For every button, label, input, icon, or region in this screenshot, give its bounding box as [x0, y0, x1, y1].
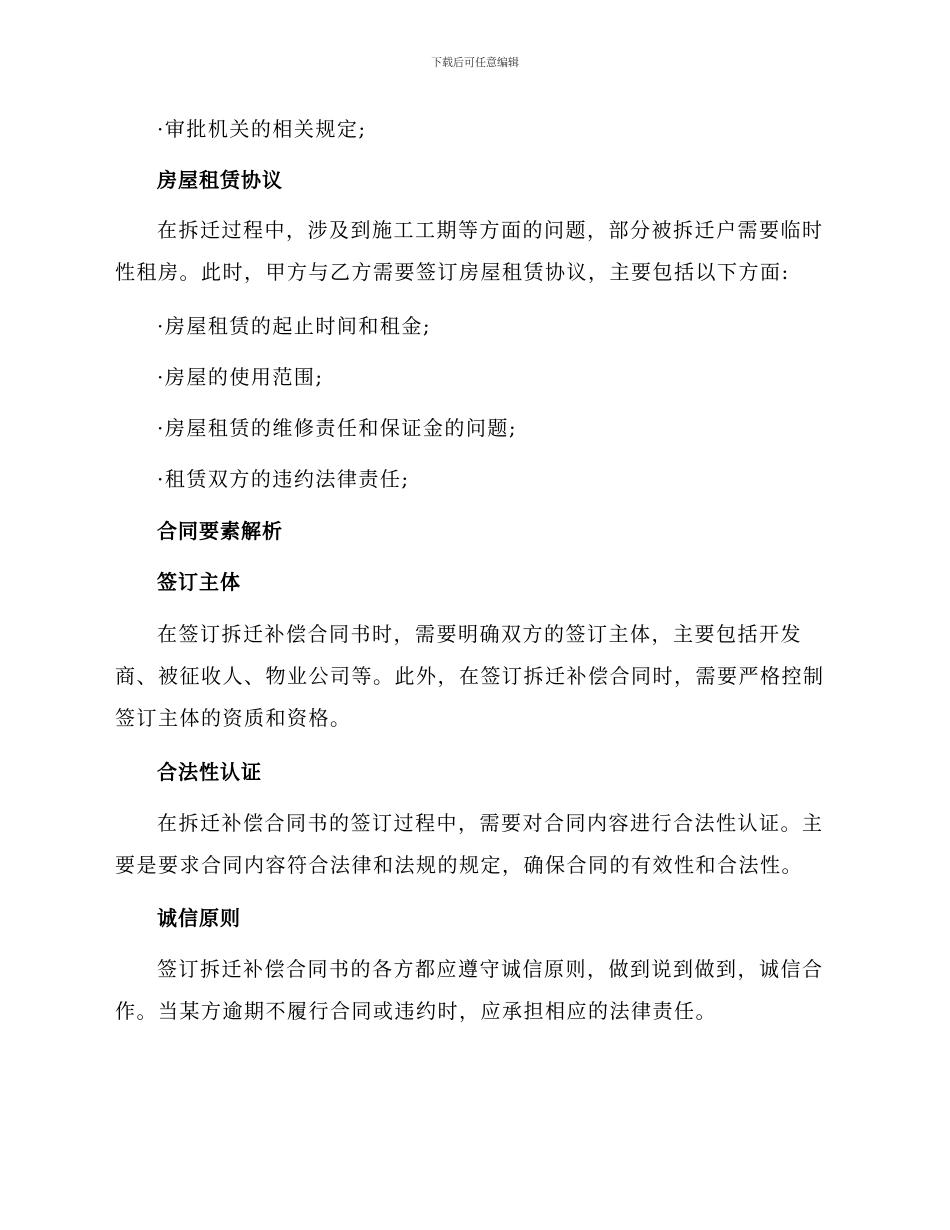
- paragraph: 在拆迁过程中，涉及到施工工期等方面的问题，部分被拆迁户需要临时性租房。此时，甲方与乙方需要签订房屋租赁协议，主要包括以下方面:: [115, 218, 824, 284]
- bullet-item: ·房屋租赁的维修责任和保证金的问题;: [157, 416, 518, 440]
- section-heading: 合同要素解析: [157, 519, 283, 543]
- bullet-item: ·租赁双方的违约法律责任;: [157, 467, 410, 491]
- bullet-item: ·房屋租赁的起止时间和租金;: [157, 314, 432, 338]
- bullet-item: ·房屋的使用范围;: [157, 365, 324, 389]
- paragraph: 签订拆迁补偿合同书的各方都应遵守诚信原则，做到说到做到，诚信合作。当某方逾期不履行合同或违约时，应承担相应的法律责任。: [115, 957, 824, 1023]
- section-heading: 合法性认证: [157, 760, 262, 784]
- bullet-item: ·审批机关的相关规定;: [157, 117, 367, 141]
- section-heading: 诚信原则: [157, 906, 241, 930]
- section-heading: 签订主体: [157, 570, 241, 594]
- paragraph: 在拆迁补偿合同书的签订过程中，需要对合同内容进行合法性认证。主要是要求合同内容符合法律和法规的规定，确保合同的有效性和合法性。: [115, 811, 824, 877]
- section-heading: 房屋租赁协议: [157, 168, 283, 192]
- page-header: 下载后可任意编辑: [431, 56, 519, 69]
- paragraph: 在签订拆迁补偿合同书时，需要明确双方的签订主体，主要包括开发商、被征收人、物业公司等。此外，在签订拆迁补偿合同时，需要严格控制签订主体的资质和资格。: [115, 622, 825, 730]
